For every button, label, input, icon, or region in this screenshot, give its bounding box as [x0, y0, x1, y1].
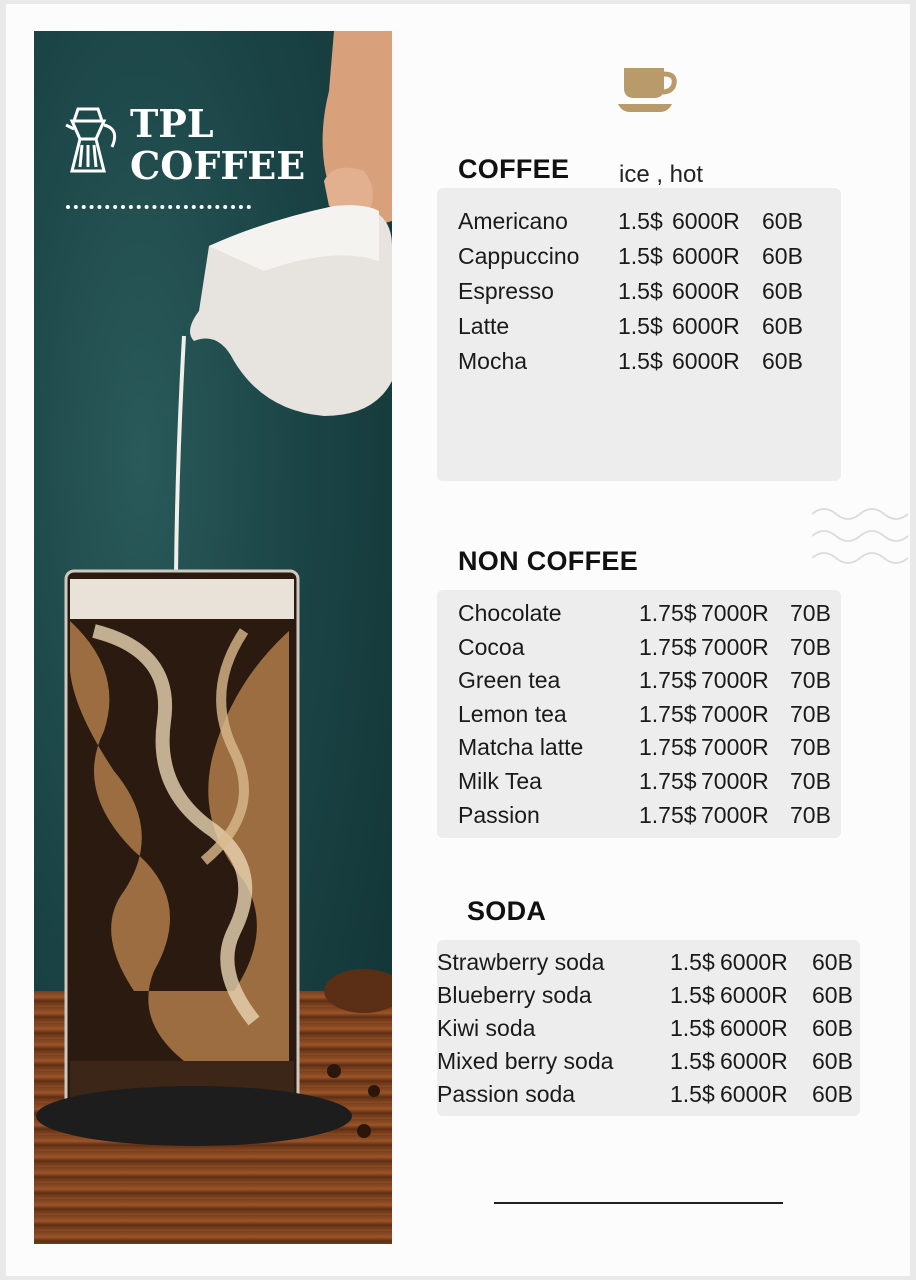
price-riel: 6000R: [720, 1048, 788, 1074]
price-baht: 70B: [790, 801, 831, 828]
price-riel: 7000R: [701, 633, 769, 660]
item-name: Americano: [458, 208, 568, 234]
bottom-divider: [494, 1202, 783, 1204]
soda-menu-item: [437, 949, 857, 979]
brand-line-1: TPL: [130, 101, 214, 146]
brand-logo-text: [130, 103, 305, 187]
price-baht: 60B: [762, 243, 803, 269]
price-usd: 1.75$: [639, 768, 697, 794]
price-baht: 60B: [762, 278, 803, 304]
price-riel: 7000R: [701, 600, 769, 626]
wave-decoration: [812, 502, 910, 570]
price-baht: 60B: [762, 208, 803, 234]
coffee-menu-item: [458, 313, 838, 343]
coffee-cup-icon: [616, 66, 682, 114]
soda-section-title: SODA: [467, 896, 547, 926]
coffee-menu-item: [458, 278, 838, 308]
price-usd: 1.5$: [670, 1048, 715, 1074]
non-coffee-menu-item: [458, 701, 838, 731]
price-usd: 1.5$: [618, 243, 663, 269]
price-baht: 70B: [790, 734, 831, 761]
price-riel: 7000R: [701, 768, 769, 794]
price-baht: 70B: [790, 700, 831, 727]
price-usd: 1.5$: [618, 278, 663, 304]
price-riel: 6000R: [672, 243, 740, 269]
price-riel: 6000R: [720, 982, 788, 1008]
price-riel: 7000R: [701, 667, 769, 694]
price-usd: 1.75$: [639, 734, 697, 761]
item-name: Green tea: [458, 667, 561, 694]
item-name: Passion soda: [437, 1081, 576, 1107]
price-usd: 1.5$: [618, 313, 663, 339]
iced-coffee-photo: [34, 31, 392, 1244]
item-name: Kiwi soda: [437, 1015, 536, 1041]
price-baht: 70B: [790, 768, 831, 794]
price-usd: 1.5$: [670, 1015, 715, 1041]
price-usd: 1.5$: [670, 982, 715, 1008]
price-baht: 70B: [790, 667, 831, 694]
item-name: Cappuccino: [458, 243, 580, 269]
coffee-menu-item: [458, 348, 838, 378]
coffee-illustration: [34, 31, 392, 1244]
price-usd: 1.75$: [639, 600, 697, 626]
item-name: Mocha: [458, 348, 528, 374]
price-baht: 60B: [762, 313, 803, 339]
price-baht: 60B: [812, 1048, 853, 1074]
price-riel: 6000R: [672, 208, 740, 234]
soda-menu-item: [437, 1081, 857, 1111]
price-baht: 60B: [812, 949, 853, 975]
price-riel: 6000R: [672, 313, 740, 339]
non-coffee-menu-item: [458, 734, 838, 764]
coffee-menu-item: [458, 208, 838, 238]
price-baht: 60B: [812, 982, 853, 1008]
soda-menu-item: [437, 1048, 857, 1078]
moka-pot-icon: [56, 103, 126, 175]
price-riel: 7000R: [701, 801, 769, 828]
non-coffee-menu-item: [458, 600, 838, 630]
non-coffee-menu-item: [458, 802, 838, 832]
price-usd: 1.5$: [670, 1081, 715, 1107]
item-name: Milk Tea: [458, 768, 542, 794]
coffee-menu-item: [458, 243, 838, 273]
item-name: Lemon tea: [458, 700, 567, 727]
price-riel: 6000R: [672, 348, 740, 374]
price-riel: 6000R: [672, 278, 740, 304]
soda-menu-item: [437, 982, 857, 1012]
non-coffee-menu-item: [458, 667, 838, 697]
price-usd: 1.75$: [639, 700, 697, 727]
price-riel: 6000R: [720, 1015, 788, 1041]
price-baht: 60B: [762, 348, 803, 374]
item-name: Matcha latte: [458, 734, 584, 761]
price-baht: 70B: [790, 600, 831, 626]
logo-dotted-divider: [66, 205, 251, 209]
item-name: Cocoa: [458, 633, 525, 660]
soda-menu-item: [437, 1015, 857, 1045]
item-name: Passion: [458, 801, 540, 828]
item-name: Latte: [458, 313, 510, 339]
price-riel: 6000R: [720, 1081, 788, 1107]
non-coffee-menu-item: [458, 768, 838, 798]
item-name: Chocolate: [458, 600, 562, 626]
non-coffee-section-title: NON COFFEE: [458, 546, 639, 576]
price-baht: 60B: [812, 1081, 853, 1107]
item-name: Strawberry soda: [437, 949, 605, 975]
price-riel: 6000R: [720, 949, 788, 975]
price-riel: 7000R: [701, 734, 769, 761]
price-usd: 1.5$: [618, 348, 663, 374]
price-baht: 70B: [790, 633, 831, 660]
item-name: Espresso: [458, 278, 554, 304]
brand-line-2: COFFEE: [130, 142, 306, 188]
price-usd: 1.5$: [618, 208, 663, 234]
price-baht: 60B: [812, 1015, 853, 1041]
price-usd: 1.5$: [670, 949, 715, 975]
coffee-section-title: COFFEE: [458, 154, 570, 184]
price-usd: 1.75$: [639, 633, 697, 660]
price-usd: 1.75$: [639, 667, 697, 694]
price-riel: 7000R: [701, 700, 769, 727]
price-usd: 1.75$: [639, 801, 697, 828]
item-name: Mixed berry soda: [437, 1048, 614, 1074]
coffee-section-subtitle: ice , hot: [619, 161, 704, 188]
non-coffee-menu-item: [458, 634, 838, 664]
item-name: Blueberry soda: [437, 982, 592, 1008]
